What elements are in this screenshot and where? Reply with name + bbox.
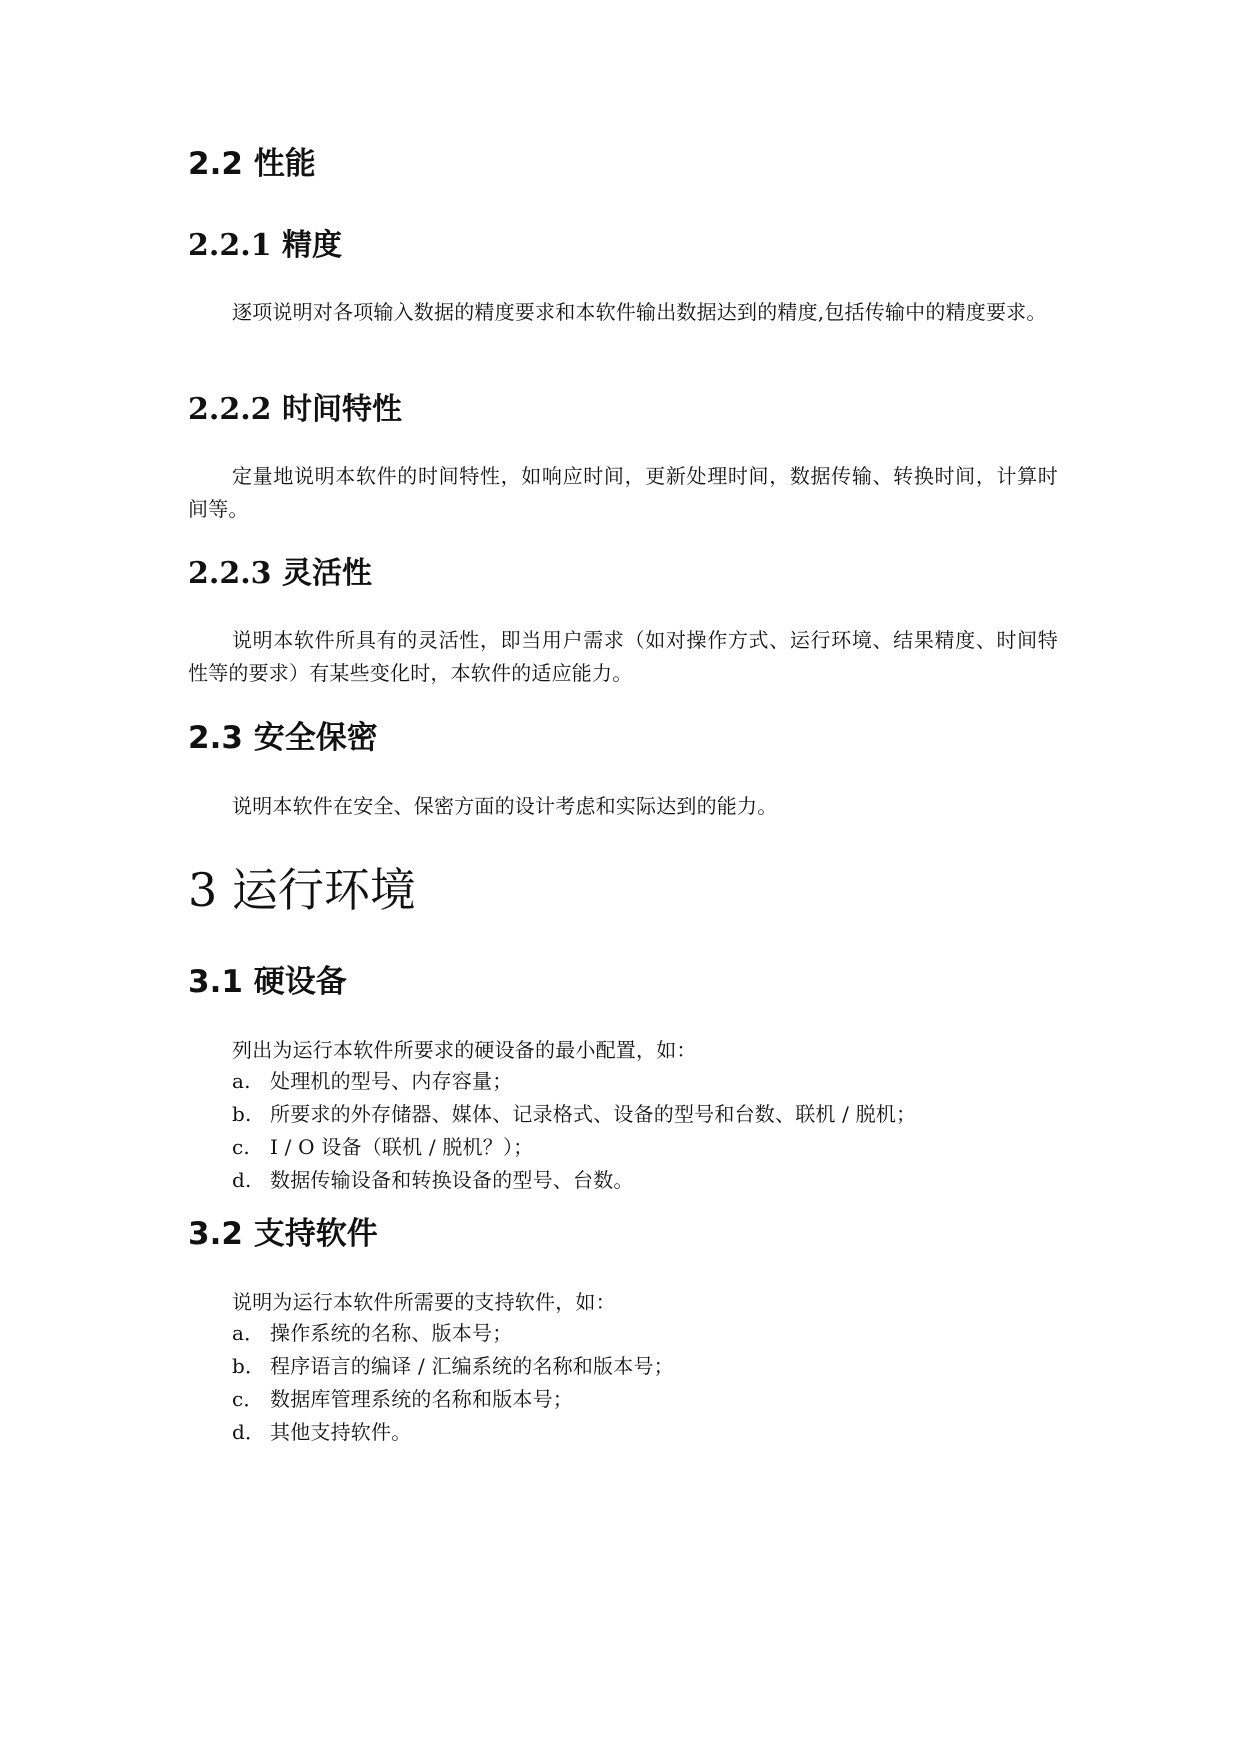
hardware-intro: 列出为运行本软件所要求的硬设备的最小配置，如： (232, 1038, 697, 1062)
list-marker: c. (232, 1135, 250, 1159)
list-item (232, 1350, 674, 1383)
list-item (232, 1164, 916, 1197)
list-marker: d. (232, 1168, 252, 1192)
chapter-heading-3: 3 运行环境 (188, 863, 416, 917)
section-heading-2-3: 2.3 安全保密 (188, 720, 378, 756)
software-intro: 说明为运行本软件所需要的支持软件，如： (232, 1290, 616, 1314)
list-marker: a. (232, 1069, 251, 1093)
list-item (232, 1416, 674, 1449)
list-item-text: 所要求的外存储器、媒体、记录格式、设备的型号和台数、联机 / 脱机； (270, 1102, 917, 1126)
list-item-text: 操作系统的名称、版本号； (270, 1321, 513, 1345)
list-item-text: 程序语言的编译 / 汇编系统的名称和版本号； (270, 1354, 674, 1378)
list-marker: a． (232, 1321, 265, 1345)
list-item-text: 数据传输设备和转换设备的型号、台数。 (270, 1168, 634, 1192)
hardware-list (232, 1065, 916, 1197)
list-item-text: I / O 设备（联机 / 脱机？）； (270, 1135, 534, 1159)
list-item (232, 1317, 674, 1350)
list-item (232, 1065, 916, 1098)
list-item-text: 其他支持软件。 (270, 1420, 412, 1444)
paragraph-timing: 定量地说明本软件的时间特性，如响应时间，更新处理时间，数据传输、转换时间，计算时间等。 (188, 464, 1058, 521)
section-heading-2-2-1: 2.2.1 精度 (188, 228, 342, 263)
paragraph-security: 说明本软件在安全、保密方面的设计考虑和实际达到的能力。 (232, 794, 778, 818)
section-heading-2-2-3: 2.2.3 灵活性 (188, 556, 372, 591)
list-marker: b. (232, 1102, 252, 1126)
paragraph-precision: 逐项说明对各项输入数据的精度要求和本软件输出数据达到的精度,包括传输中的精度要求。 (232, 300, 1047, 324)
section-heading-2-2-2: 2.2.2 时间特性 (188, 392, 402, 427)
section-heading-3-2: 3.2 支持软件 (188, 1216, 378, 1252)
section-heading-2-2: 2.2 性能 (188, 146, 316, 182)
list-item-text: 数据库管理系统的名称和版本号； (270, 1387, 573, 1411)
paragraph-flexibility: 说明本软件所具有的灵活性，即当用户需求（如对操作方式、运行环境、结果精度、时间特性等的要求）有某些变化时，本软件的适应能力。 (188, 628, 1058, 685)
list-item (232, 1098, 916, 1131)
section-heading-3-1: 3.1 硬设备 (188, 964, 347, 1000)
list-marker: d． (232, 1420, 266, 1444)
list-item (232, 1383, 674, 1416)
list-marker: b． (232, 1354, 266, 1378)
list-item-text: 处理机的型号、内存容量； (270, 1069, 513, 1093)
software-list (232, 1317, 674, 1449)
list-item (232, 1131, 916, 1164)
list-marker: c． (232, 1387, 264, 1411)
